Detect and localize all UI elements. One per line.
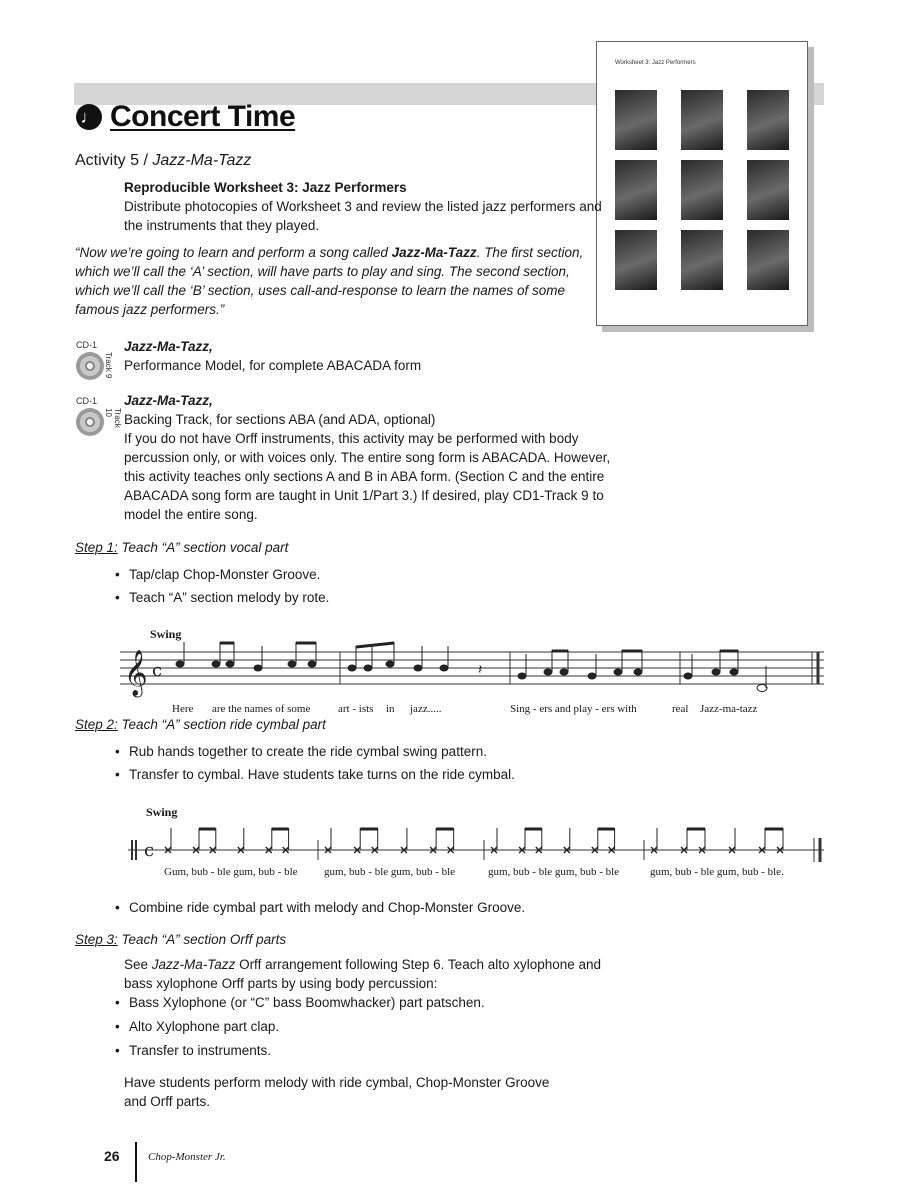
lyric-syllable: in — [386, 703, 395, 715]
worksheet-text: the instruments that they played. — [124, 218, 320, 233]
performer-photo — [681, 90, 723, 150]
svg-text:𝄞: 𝄞 — [124, 650, 148, 696]
cd-disc-icon — [76, 408, 104, 436]
book-title: Chop-Monster Jr. — [148, 1151, 226, 1163]
lyric-syllable: are the names of some — [212, 703, 311, 715]
cd-track-description: Jazz-Ma-Tazz, Performance Model, for complete ABACADA form — [124, 339, 422, 373]
bullet-item: • Transfer to instruments. — [129, 1041, 271, 1060]
tempo-marking: Swing — [146, 805, 178, 819]
bullet-item: • Transfer to cymbal. Have students take turns on the ride cymbal. — [129, 765, 515, 784]
lyric-syllable: Sing - ers and play - ers with — [510, 703, 637, 715]
lyric-syllable: jazz..... — [410, 703, 442, 715]
performer-photo — [681, 230, 723, 290]
step-3-heading: Step 3: Teach “A” section Orff parts — [75, 932, 287, 947]
worksheet-thumbnail — [596, 41, 808, 326]
performer-photo — [615, 160, 657, 220]
cd-disc-icon — [76, 352, 104, 380]
step-3-closing: Have students perform melody with ride cymbal, Chop-Monster Groove and Orff parts. — [124, 1075, 550, 1109]
performer-photo — [615, 90, 657, 150]
performer-photo — [747, 160, 789, 220]
performer-photo — [681, 160, 723, 220]
lyric-syllable: Here — [172, 703, 194, 715]
lyric-syllable: art - ists — [338, 703, 374, 715]
bullet-item: • Tap/clap Chop-Monster Groove. — [129, 565, 320, 584]
bullet-item: • Rub hands together to create the ride cymbal swing pattern. — [129, 742, 487, 761]
bullet-item: • Combine ride cymbal part with melody and Chop-Monster Groove. — [129, 898, 525, 917]
performer-photo — [615, 230, 657, 290]
step-3-intro: See Jazz-Ma-Tazz Orff arrangement following Step 6. Teach alto xylophone and bass xylophone Orff parts by using body percussion: — [124, 957, 602, 991]
lyric-syllable: Jazz-ma-tazz — [700, 703, 758, 715]
footer-divider — [135, 1142, 137, 1182]
performer-photo — [747, 90, 789, 150]
half-note-circle-icon: ♩ — [76, 104, 102, 130]
worksheet-section — [124, 178, 602, 235]
ride-cymbal-staff — [128, 820, 832, 868]
cd-track-description: Jazz-Ma-Tazz, Backing Track, for sections ABA (and ADA, optional) If you do not have Orff instruments, this activity may be performed with body percussion only, or with voices only. The entire song form is ABACADA. However, this activity teaches only sections A and B in ABA form. (Section C and the entire ABACADA song form are taught in Unit 1/Part 3.) If desired, play CD1-Track 9 to model the entire song. — [124, 393, 611, 522]
tempo-marking: Swing — [150, 627, 182, 641]
lyric-syllable: gum, bub - ble gum, bub - ble — [324, 866, 456, 878]
cymbal-notes — [165, 828, 783, 853]
melody-staff — [118, 640, 830, 700]
performer-photo — [747, 230, 789, 290]
lyric-syllable: real — [672, 703, 689, 715]
lyric-syllable: gum, bub - ble gum, bub - ble — [488, 866, 620, 878]
page-number: 26 — [104, 1148, 120, 1164]
svg-text:𝄽: 𝄽 — [478, 662, 483, 678]
worksheet-thumbnail-header: Worksheet 3: Jazz Performers — [615, 60, 696, 66]
worksheet-heading: Reproducible Worksheet 3: Jazz Performers — [124, 180, 407, 195]
lyric-syllable: gum, bub - ble gum, bub - ble. — [650, 866, 784, 878]
activity-heading: Activity 5 / Jazz-Ma-Tazz — [75, 152, 252, 169]
cd-track-icon: CD-1 Track 10 — [76, 396, 112, 436]
page-title: ♩ Concert Time — [76, 100, 295, 134]
teacher-quote: “Now we’re going to learn and perform a song called Jazz-Ma-Tazz. The first section, which we’ll call the ‘A’ section, will have parts to play and sing. The second section, which we’ll call the ‘B’ section, uses call-and-response to learn the names of some famous jazz performers.” — [75, 245, 584, 317]
svg-text:c: c — [152, 660, 163, 681]
step-1-heading: Step 1: Teach “A” section vocal part — [75, 540, 289, 555]
step-2-heading: Step 2: Teach “A” section ride cymbal part — [75, 717, 326, 732]
bullet-item: • Alto Xylophone part clap. — [129, 1017, 279, 1036]
bullet-item: • Teach “A” section melody by rote. — [129, 588, 329, 607]
lyric-syllable: Gum, bub - ble gum, bub - ble — [164, 866, 298, 878]
svg-text:c: c — [144, 840, 155, 861]
cd-track-icon: CD-1 Track 9 — [76, 340, 113, 379]
worksheet-text: Distribute photocopies of Worksheet 3 and review the listed jazz performers and — [124, 199, 602, 214]
bullet-item: • Bass Xylophone (or “C” bass Boomwhacker) part patschen. — [129, 993, 485, 1012]
